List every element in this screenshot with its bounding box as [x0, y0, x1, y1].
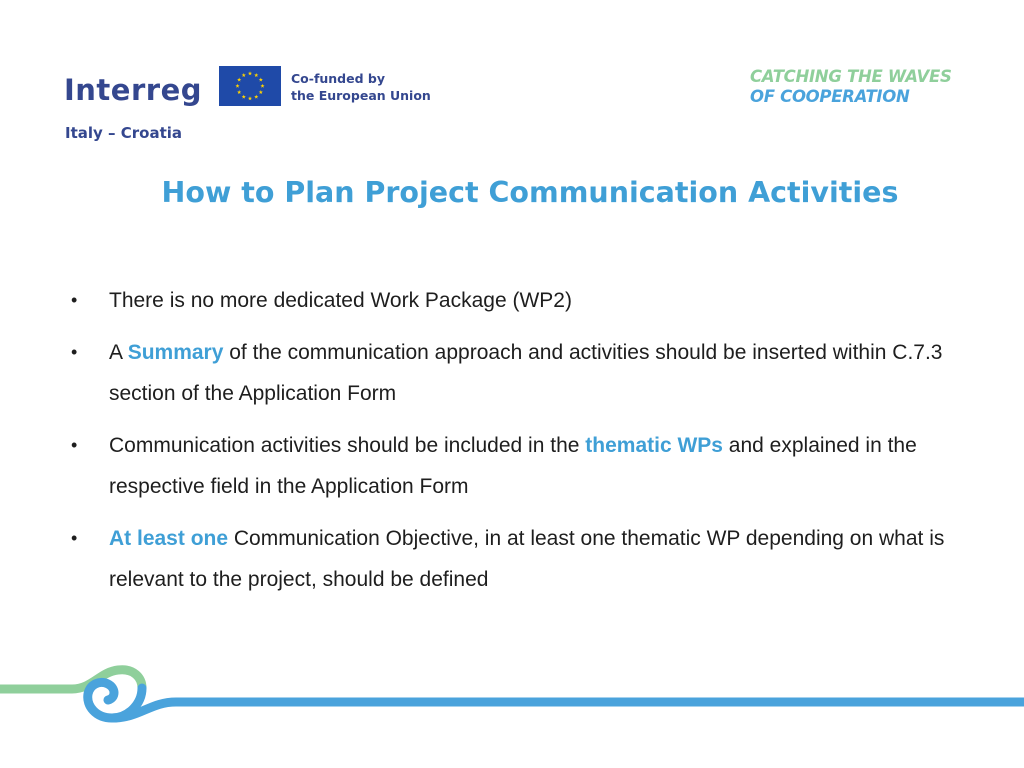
- bullet-text-before: A: [109, 341, 128, 364]
- slogan-line1: CATCHING THE WAVES: [750, 67, 952, 86]
- bullet-text-after: of the communication approach and activities should be inserted within C.7.3 section of the Application Form: [109, 341, 943, 405]
- bullet-item-3: [0, 425, 1024, 507]
- bullet-dot-icon: •: [71, 435, 78, 455]
- slide-title: How to Plan Project Communication Activities: [161, 176, 899, 209]
- wave-blue-line: [112, 702, 1024, 718]
- bullet-highlight: Summary: [127, 341, 224, 364]
- bullet-highlight: thematic WPs: [585, 434, 723, 457]
- bullet-item-4: [0, 518, 1024, 600]
- eu-flag-icon: [219, 66, 281, 106]
- interreg-logo: Interreg: [64, 73, 202, 107]
- bullet-item-2: [0, 332, 1024, 414]
- eu-cofunded-caption: [291, 70, 431, 104]
- wave-decoration: [0, 660, 1024, 740]
- bullet-text-after: Communication Objective, in at least one thematic WP depending on what is relevant to the project, should be defined: [109, 527, 945, 591]
- bullet-item-1: [0, 280, 1024, 321]
- bullet-dot-icon: •: [71, 290, 78, 310]
- wave-green-line: [0, 670, 142, 689]
- slogan: [750, 67, 952, 107]
- bullet-dot-icon: •: [71, 342, 78, 362]
- bullet-text: There is no more dedicated Work Package (WP2): [109, 289, 572, 312]
- interreg-region-label: Italy – Croatia: [65, 124, 183, 142]
- bullet-highlight: At least one: [109, 527, 229, 550]
- bullet-text-before: Communication activities should be included in the: [109, 434, 586, 457]
- eu-caption-line2: the European Union: [291, 88, 431, 103]
- eu-caption-line1: Co-funded by: [291, 71, 386, 86]
- slogan-line2: OF COOPERATION: [750, 87, 910, 106]
- bullet-list: [0, 280, 1024, 611]
- bullet-dot-icon: •: [71, 528, 78, 548]
- bullet-text-after: and explained in the respective field in the Application Form: [109, 434, 917, 498]
